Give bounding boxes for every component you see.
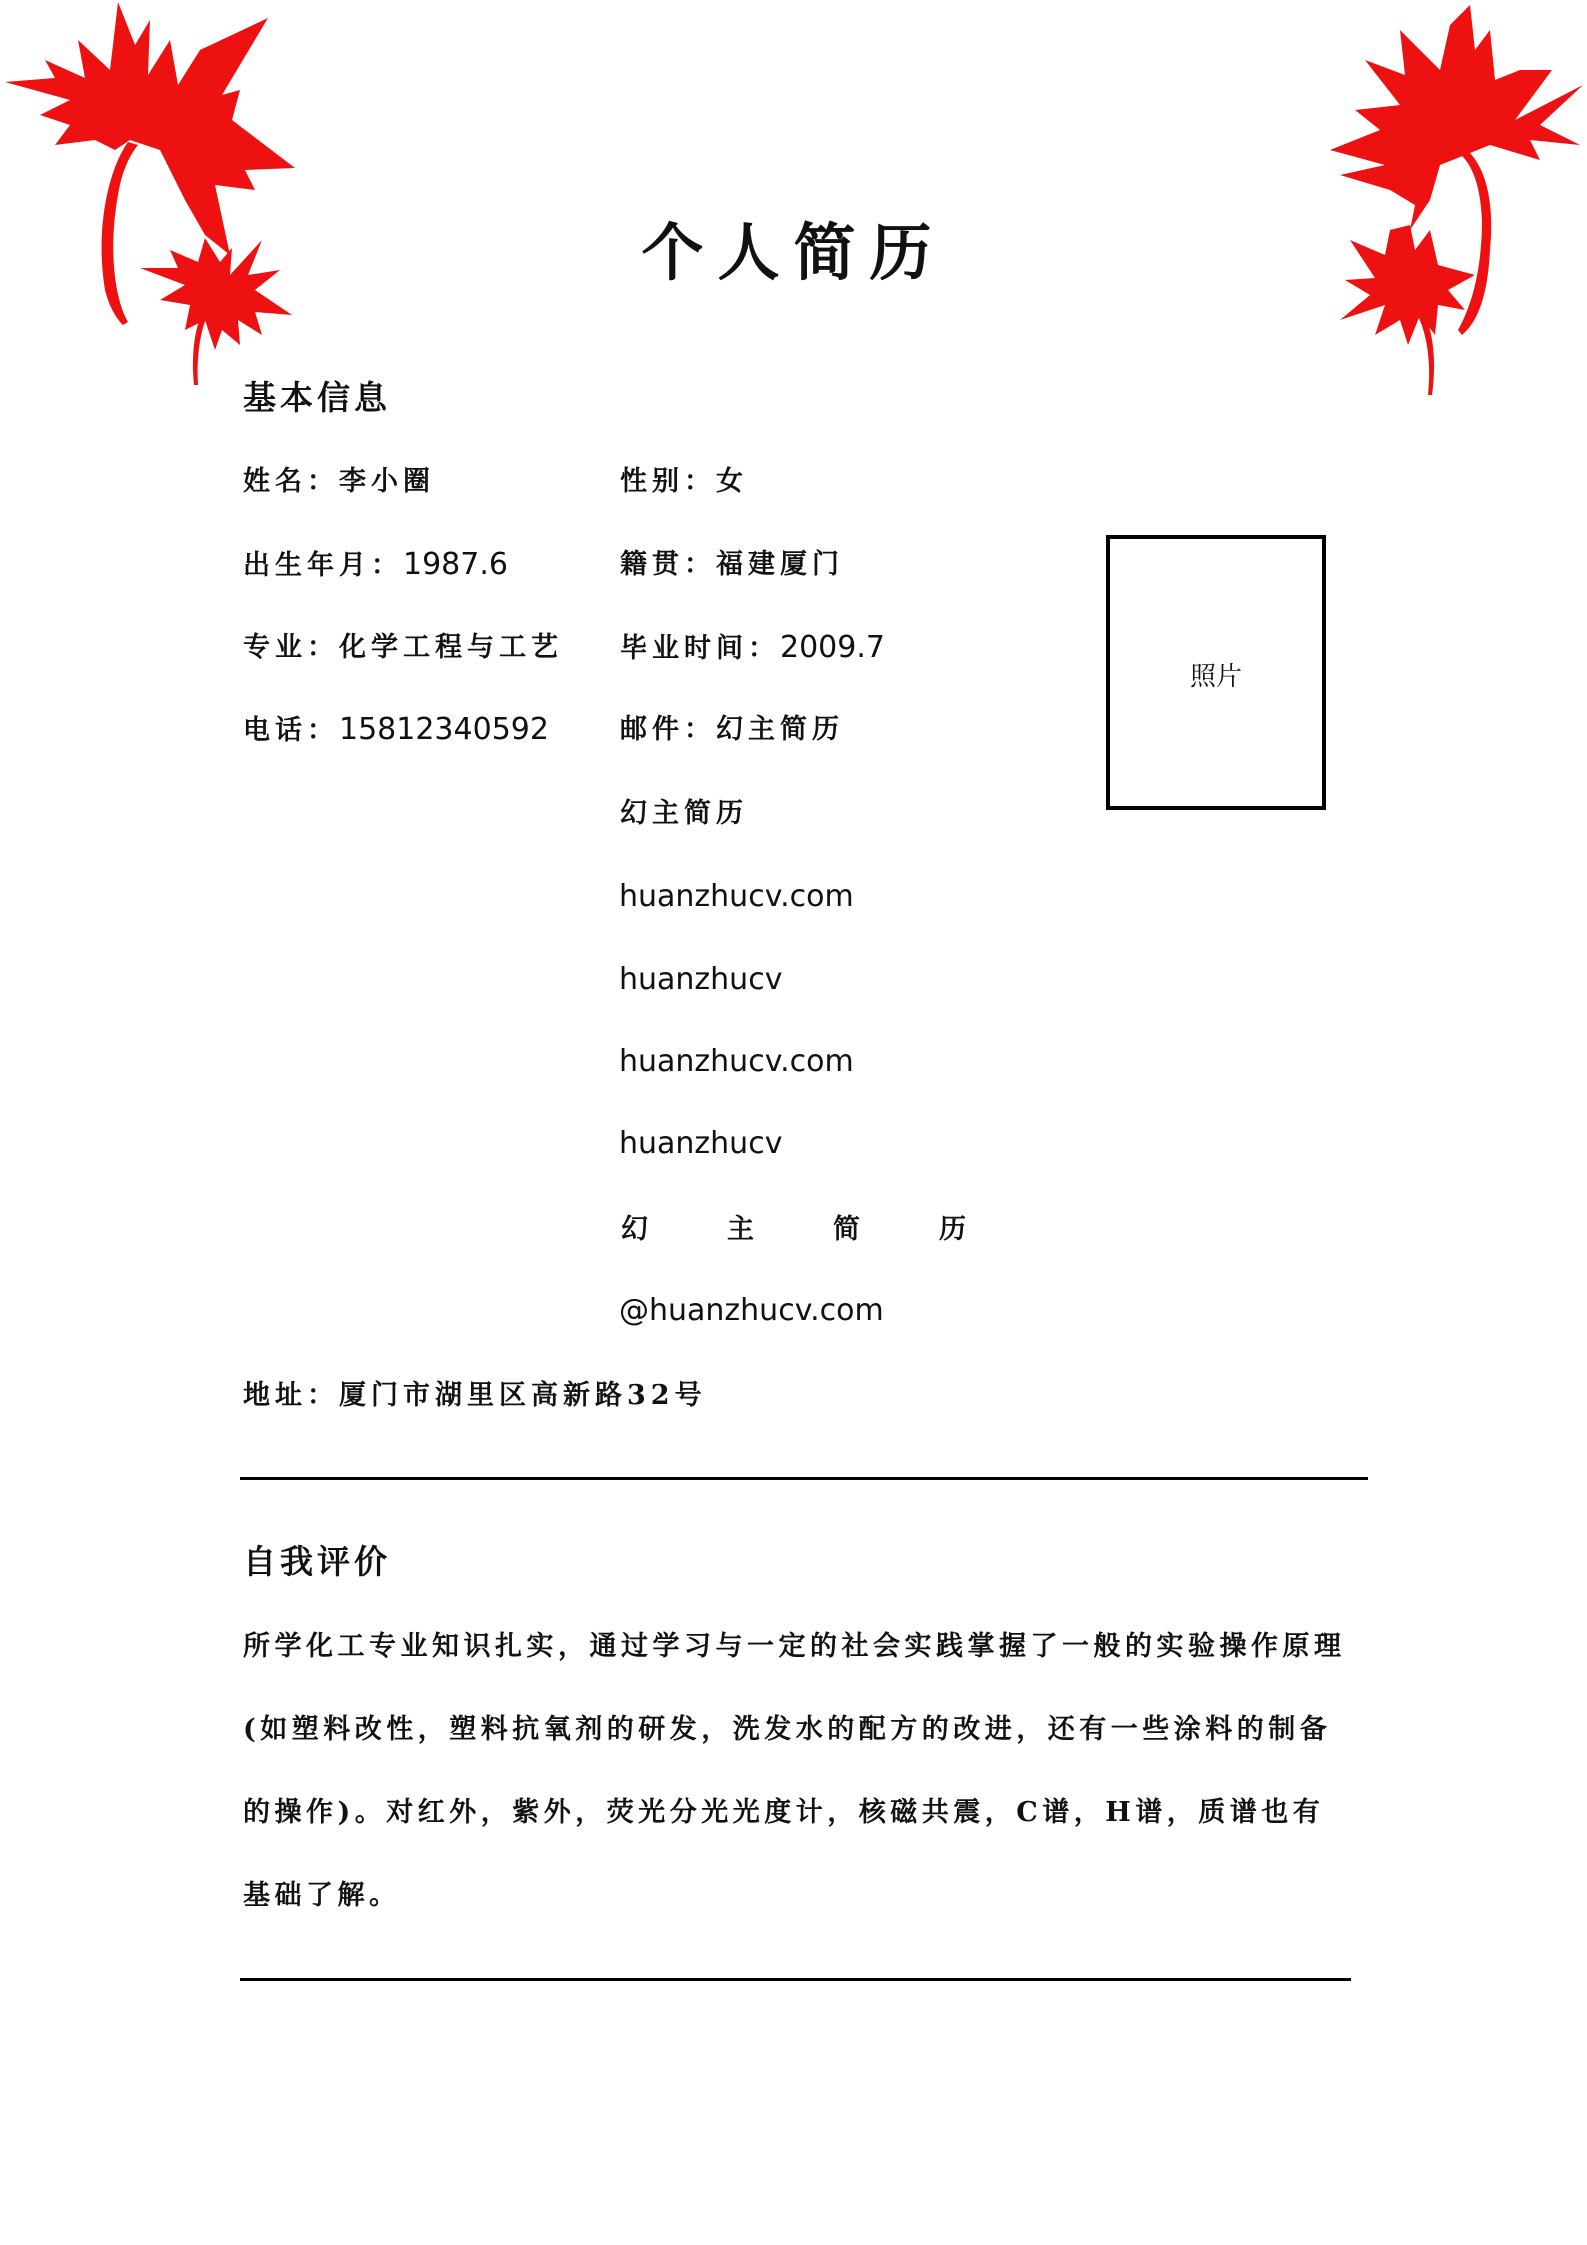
gender-value: 女 [716, 466, 748, 497]
spaced-char: 幻 [621, 1214, 648, 1245]
section-divider [240, 1978, 1351, 1981]
email-label: 邮件： [620, 714, 716, 745]
phone-label: 电话： [243, 715, 339, 746]
hometown-field [620, 545, 844, 585]
birth-label: 出生年月： [243, 550, 403, 581]
name-field [243, 462, 435, 502]
self-eval-paragraph [243, 1605, 1363, 1937]
self-eval-line: 所学化工专业知识扎实，通过学习与一定的社会实践掌握了一般的实验操作原理 [243, 1631, 1346, 1662]
hometown-value: 福建厦门 [716, 549, 844, 580]
email-at-line: @huanzhucv.com [619, 1293, 884, 1328]
address-label: 地址： [243, 1380, 339, 1411]
spaced-brand-line [621, 1210, 1045, 1250]
spaced-char: 主 [727, 1214, 754, 1245]
basic-info-heading: 基本信息 [243, 378, 391, 417]
photo-label: 照片 [1189, 662, 1242, 692]
address-field [243, 1376, 707, 1416]
self-eval-line: 的操作)。对红外，紫外，荧光分光光度计，核磁共震，C谱，H谱，质谱也有 [243, 1797, 1325, 1828]
birth-value: 1987.6 [403, 547, 508, 582]
self-eval-line: 基础了解。 [243, 1880, 401, 1911]
photo-placeholder [1106, 535, 1326, 810]
gender-field [620, 462, 748, 502]
section-divider [240, 1477, 1368, 1480]
birth-field [243, 545, 508, 586]
email-extra-line: huanzhucv [619, 962, 783, 997]
self-eval-line: (如塑料改性，塑料抗氧剂的研发，洗发水的配方的改进，还有一些涂料的制备 [243, 1714, 1332, 1745]
graduation-field [620, 628, 885, 669]
maple-leaf-decoration-right [1290, 0, 1587, 400]
phone-value: 15812340592 [339, 712, 549, 747]
major-field [243, 628, 563, 668]
graduation-value: 2009.7 [780, 630, 885, 665]
name-label: 姓名： [243, 466, 339, 497]
self-eval-heading: 自我评价 [243, 1542, 391, 1581]
address-value: 厦门市湖里区高新路32号 [339, 1380, 707, 1411]
email-field [620, 710, 844, 750]
major-value: 化学工程与工艺 [339, 632, 563, 663]
email-extra-line: huanzhucv.com [619, 879, 854, 914]
email-extra-line: huanzhucv.com [619, 1044, 854, 1079]
spaced-char: 历 [939, 1214, 966, 1245]
page-title: 个人简历 [641, 216, 946, 289]
hometown-label: 籍贯： [620, 549, 716, 580]
name-value: 李小圈 [339, 466, 435, 497]
spaced-char: 简 [833, 1214, 860, 1245]
graduation-label: 毕业时间： [620, 633, 780, 664]
maple-leaf-decoration-left [0, 0, 300, 400]
gender-label: 性别： [620, 466, 716, 497]
phone-field [243, 710, 549, 751]
email-extra-line: 幻主简历 [620, 798, 748, 829]
email-extra-line: huanzhucv [619, 1126, 783, 1161]
major-label: 专业： [243, 632, 339, 663]
email-value: 幻主简历 [716, 714, 844, 745]
